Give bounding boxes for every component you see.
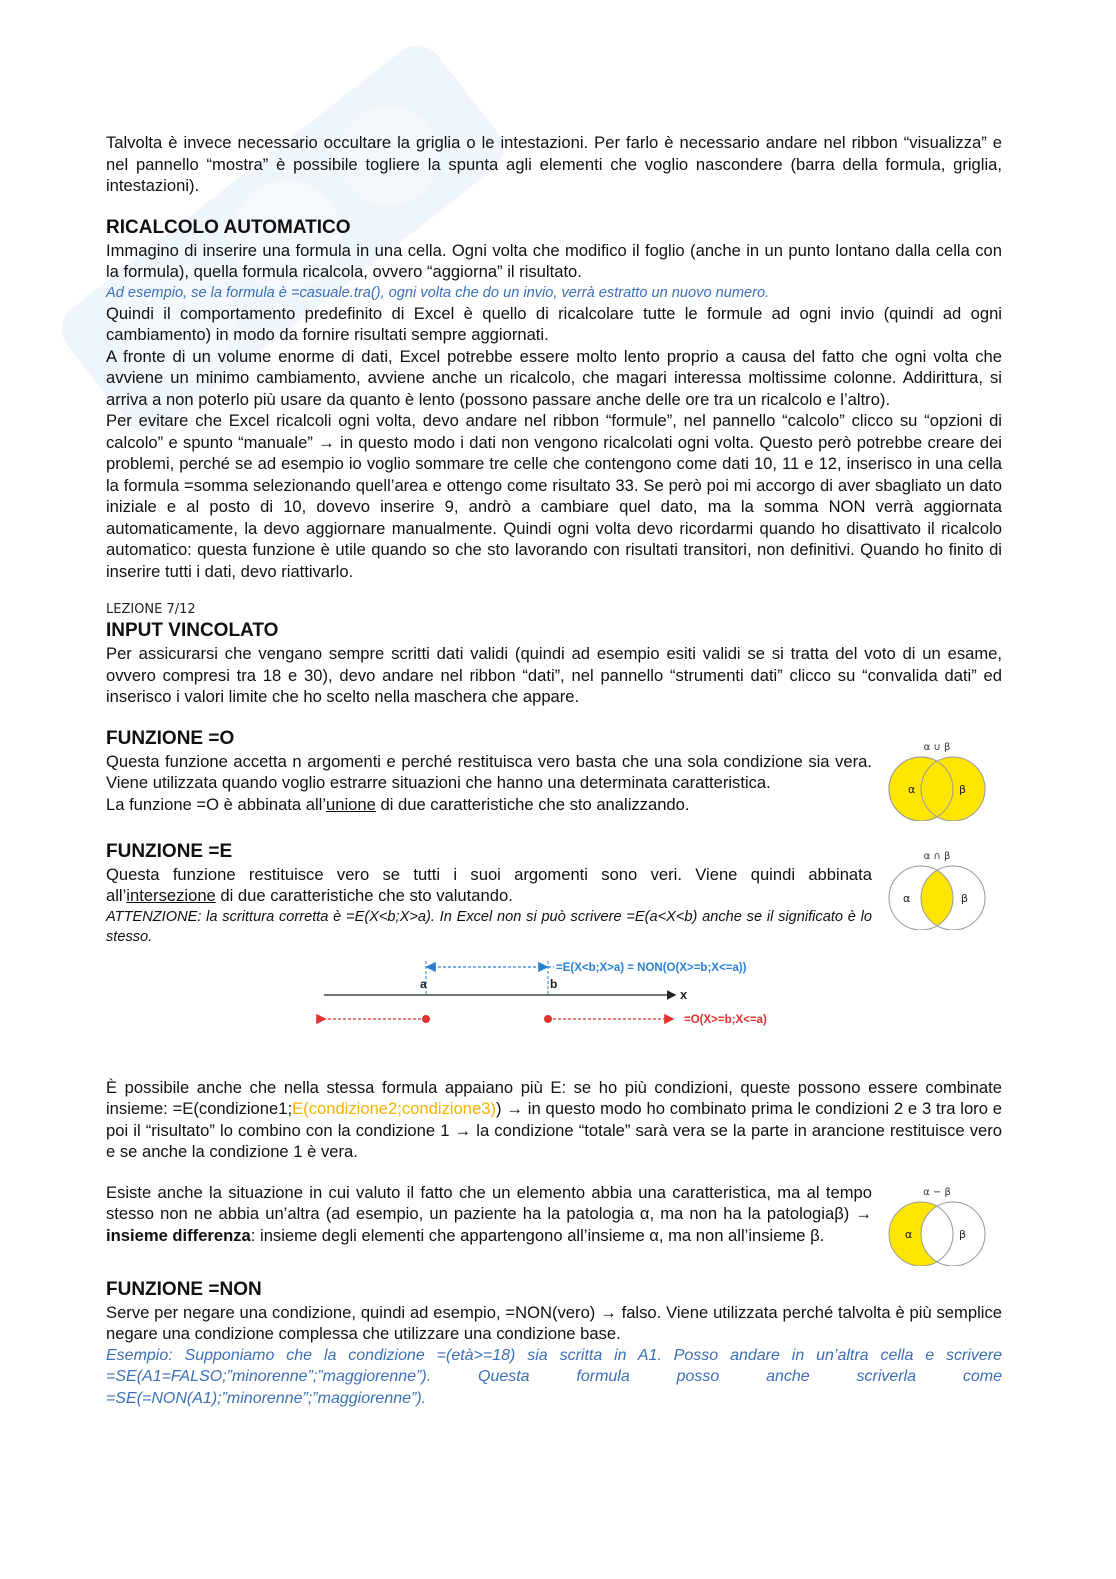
point-a-dot [422,1015,430,1023]
funzione-non-paragraph: Serve per negare una condizione, quindi ad esempio, =NON(vero) → falso. Viene utilizzata perché talvolta è più semplice negare una condizione complessa che utilizzare una condizione base. [106,1302,1002,1343]
combo-paragraph: È possibile anche che nella stessa formula appaiano più E: se ho più condizioni, queste possono essere combinate insieme: =E(condizione1;E(condizione2;condizione3)) → in questo modo ho combinato prima le condizioni 2 e 3 tra loro e poi il “risultato” lo combino con la condizione 1 → la condizione “totale” sarà vera se la parte in arancione restituisce vero e se anche la condizione 1 è vera. [106,1077,1002,1161]
differenza-section [106,1182,1002,1266]
unione-underlined: unione [326,794,376,814]
funzione-non-heading: FUNZIONE =NON [106,1278,262,1300]
intersection-venn-diagram [881,846,993,930]
point-b-dot [544,1015,552,1023]
funzione-e-attention-note: ATTENZIONE: la scrittura corretta è =E(X<b;X>a). In Excel non si può scrivere =E(a<X<b) anche se il significato è lo stesso. [106,908,872,945]
intersezione-underlined: intersezione [126,886,216,905]
point-a-label: a [420,976,427,991]
intersection-venn-label: α ∩ β [923,850,951,862]
input-vincolato-paragraph: Per assicurarsi che vengano sempre scritti dati validi (quindi ad esempio esiti validi se si tratta del voto di un esame, ovvero compresi tra 18 e 30), devo andare nel ribbon “dati”, nel pannello “strumenti dati” clicco su “convalida dati” ed inserisco i valori limite che ho scelto nella maschera che appare. [106,644,1002,706]
inside-interval-formula: =E(X<b;X>a) = NON(O(X>=b;X<=a)) [556,961,747,974]
differenza-paragraph: Esiste anche la situazione in cui valuto il fatto che un elemento abbia una caratteristica, ma al tempo stesso non ne abbia un’altra (ad esempio, un paziente ha la patologia α, ma non ha la patologiaβ) → insieme differenza: insieme degli elementi che appartengono all’insieme α, ma non all’insieme β. [106,1182,872,1245]
difference-alpha-label: α [905,1227,913,1241]
intersection-beta-label: β [961,891,969,905]
ricalcolo-paragraph-3: A fronte di un volume enorme di dati, Excel potrebbe essere molto lento proprio a causa del fatto che ogni volta che avviene un minimo cambiamento, avviene anche un ricalcolo, che magari interessa moltissime colonne. Addirittura, si arriva a non poterlo più usare da quanto è lento (possono passare anche delle ore tra un ricalcolo e l’altro). [106,346,1002,409]
funzione-e-heading: FUNZIONE =E [106,840,233,862]
union-alpha-label: α [908,782,916,796]
orange-condition-text: E(condizione2;condizione3) [292,1099,496,1118]
ricalcolo-heading: RICALCOLO AUTOMATICO [106,216,351,238]
difference-venn-diagram [881,1182,993,1266]
ricalcolo-paragraph-2: Quindi il comportamento predefinito di Excel è quello di ricalcolare tutte le formule ad ogni invio (quindi ad ogni cambiamento) in modo da fornire risultati sempre aggiornati. [106,303,1002,344]
difference-beta-label: β [959,1227,967,1241]
ricalcolo-paragraph-1: Immagino di inserire una formula in una cella. Ogni volta che modifico il foglio (anche in un punto lontano dalla cella con la formula), quella formula ricalcola, ovvero “aggiorna” il risultato. [106,240,1002,281]
funzione-e-section [106,840,1002,947]
x-axis-label: x [680,986,688,1002]
intro-paragraph: Talvolta è invece necessario occultare la griglia o le intestazioni. Per farlo è necessario andare nel ribbon “visualizza” e nel pannello “mostra” è possibile togliere la spunta agli elementi che voglio nascondere (barra della formula, griglia, intestazioni). [106,133,1002,195]
outside-interval-formula: =O(X>=b;X<=a) [684,1013,767,1026]
number-line-diagram [106,955,1002,1077]
funzione-o-heading: FUNZIONE =O [106,727,235,749]
point-b-label: b [550,976,558,991]
input-vincolato-heading: INPUT VINCOLATO [106,620,279,641]
union-beta-label: β [959,782,967,796]
funzione-e-paragraph: Questa funzione restituisce vero se tutti i suoi argomenti sono veri. Viene quindi abbinata all’intersezione di due caratteristiche che sto valutando. [106,864,872,905]
ricalcolo-paragraph-4: Per evitare che Excel ricalcoli ogni volta, devo andare nel ribbon “formule”, nel pannello “calcolo” clicco su “opzioni di calcolo” e spunto “manuale” → in questo modo i dati non vengono ricalcolati ogni volta. Questo però potrebbe creare dei problemi, perché se ad esempio io voglio sommare tre celle che contengono come dati 10, 11 e 12, inserisco in una cella la formula =somma selezionando quell’area e ottengo come risultato 33. Se però poi mi accorgo di aver sbagliato un dato iniziale e al posto di 10, dovevo inserire 9, andrò a cambiare quel dato, ma la somma NON verrà aggiornata automaticamente, la devo aggiornare manualmente. Quindi ogni volta devo ricordarmi quando ho disattivato il ricalcolo automatico: questa funzione è utile quando so che sto lavorando con risultati transitori, non definitivi. Quando ho finito di inserire tutti i dati, devo riattivarlo. [106,411,1002,581]
lesson-label: LEZIONE 7/12 [106,602,196,617]
insieme-differenza-bold: insieme differenza [106,1225,251,1245]
funzione-o-section [106,727,1002,821]
funzione-non-example-note: Esempio: Supponiamo che la condizione =(età>=18) sia scritta in A1. Posso andare in un’altra cella e scrivere =SE(A1=FALSO;”minorenne”;”maggiorenne”). Questa formula posso anche scriverla come =SE(=NON(A1);”minorenne”;”maggiorenne”). [106,1346,1002,1407]
union-venn-diagram [881,737,993,821]
ricalcolo-example-note: Ad esempio, se la formula è =casuale.tra(), ogni volta che do un invio, verrà estratto un nuovo numero. [106,284,770,301]
document-page [106,132,1002,1409]
funzione-o-paragraph-1: Questa funzione accetta n argomenti e perché restituisca vero basta che una sola condizione sia vera. Viene utilizzata quando voglio estrarre situazioni che hanno una determinata caratteristica. [106,751,872,792]
difference-venn-label: α − β [923,1186,951,1198]
funzione-o-paragraph-2: La funzione =O è abbinata all’unione di due caratteristiche che sto analizzando. [106,794,690,814]
union-venn-label: α ∪ β [923,741,951,753]
intersection-alpha-label: α [903,891,911,905]
